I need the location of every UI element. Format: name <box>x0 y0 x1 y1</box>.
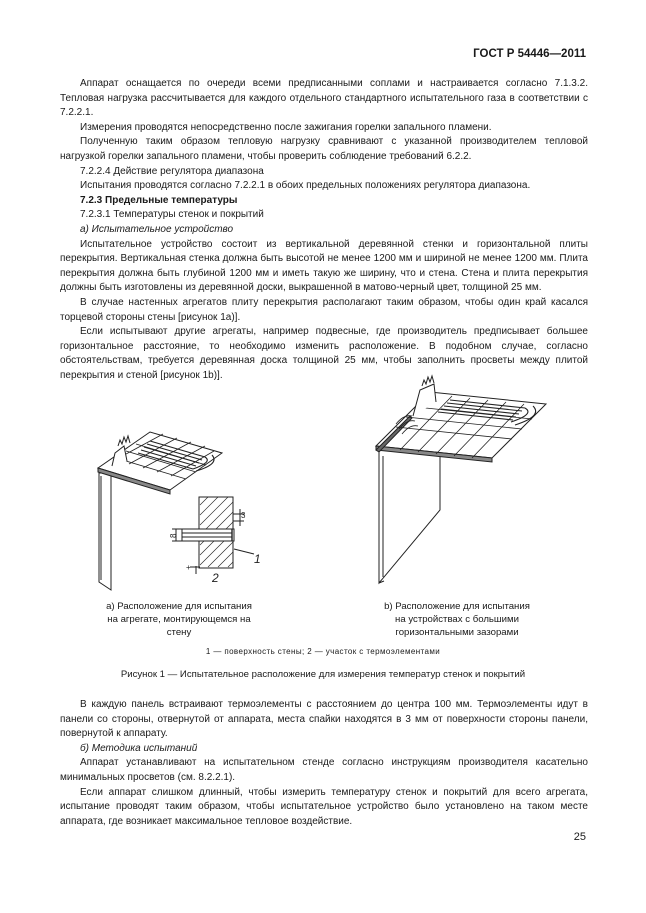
section-heading: 7.2.3 Предельные температуры <box>80 194 238 206</box>
caption-b <box>367 600 547 639</box>
callout-1-label: 1 <box>254 552 261 566</box>
paragraph: Полученную таким образом тепловую нагрузку сравнивают с указанной производителем тепловой нагрузкой горелки запального пламени, чтобы проверить соблюдение требований 6.2.2. <box>60 136 588 162</box>
caption-b-line: горизонтальными зазорами <box>395 627 519 638</box>
figure-legend: 1 — поверхность стены; 2 — участок с термоэлементами <box>205 647 441 656</box>
page-number: 25 <box>573 831 586 843</box>
subsection-heading: 7.2.3.1 Температуры стенок и покрытий <box>80 209 264 221</box>
paragraph: Если аппарат слишком длинный, чтобы измерить температуру стенок и покрытий для всего агрегата, испытание проводят таким образом, чтобы испытательное устройство было установлено на таком месте аппарата, где возникает максимальное тепловое воздействие. <box>60 786 588 827</box>
standard-header: ГОСТ Р 54446—2011 <box>473 48 586 60</box>
paragraph: Аппарат устанавливают на испытательном стенде согласно инструкциям производителя касательно минимальных просветов (см. 8.2.2.1). <box>60 757 588 783</box>
clause-heading: 7.2.2.4 Действие регулятора диапазона <box>80 165 264 177</box>
item-heading: а) Испытательное устройство <box>80 223 234 235</box>
item-heading: б) Методика испытаний <box>80 742 198 754</box>
caption-b-line: b) Расположение для испытания <box>384 601 530 612</box>
paragraph: Испытательное устройство состоит из вертикальной деревянной стенки и горизонтальной плиты перекрытия. Вертикальная стенка должна быть высотой не менее 1200 мм и шириной не менее 1200 мм. Плита перекрытия должна быть глубиной 1200 мм и иметь такую же ширину, что и стена. Стена и плита перекрытия должны быть изготовлены из деревянной доски, выкрашенной в матово-черный цвет, толщиной 25 мм. <box>60 238 588 294</box>
paragraph: Если испытывают другие агрегаты, например подвесные, где производитель предписывает большее горизонтальное расстояние, то необходимо изменить расположение. В подобном случае, согласно обстоятельствам, требуется деревянная доска толщиной 25 мм, чтобы заполнить просветы между плитой перекрытия и стеной [рисунок 1b)]. <box>60 326 588 381</box>
figure-title: Рисунок 1 — Испытательное расположение для измерения температур стенок и покрытий <box>120 669 526 680</box>
dimension-8-label: 8 <box>169 533 178 538</box>
paragraph: Аппарат оснащается по очереди всеми предписанными соплами и настраивается согласно 7.1.3.2. Тепловая нагрузка рассчитывается для каждого отдельного стандартного испытательного газа в соответствии с 7.2.2.1. <box>60 78 588 119</box>
paragraph: Испытания проводятся согласно 7.2.2.1 в обоих предельных положениях регулятора диапазона. <box>80 180 531 192</box>
plus-sign: + <box>186 563 191 572</box>
caption-a-line: стену <box>166 627 192 638</box>
paragraph: В каждую панель встраивают термоэлементы с расстоянием до центра 100 мм. Термоэлементы идут в панели со стороны, отвернутой от аппарата, места спайки находятся в 3 мм от поверхности стороны панели, повернутой к аппарату. <box>60 699 588 740</box>
paragraph: В случае настенных агрегатов плиту перекрытия располагают таким образом, чтобы один край касался торцевой стороны стены [рисунок 1а)]. <box>60 296 588 323</box>
figure-b <box>376 376 546 583</box>
caption-b-line: на устройствах с большими <box>395 614 519 625</box>
figure-a <box>98 432 254 590</box>
dimension-3-label: 3 <box>241 511 246 520</box>
detail-section <box>172 497 254 574</box>
callout-2-label: 2 <box>212 571 219 585</box>
caption-a <box>90 600 268 639</box>
wall-panel-b <box>379 450 440 583</box>
body-text-bottom <box>60 698 588 829</box>
caption-a-line: на агрегате, монтирующемся на <box>107 614 251 625</box>
caption-a-line: а) Расположение для испытания <box>106 601 252 612</box>
paragraph: Измерения проводятся непосредственно после зажигания горелки запального пламени. <box>80 121 492 133</box>
